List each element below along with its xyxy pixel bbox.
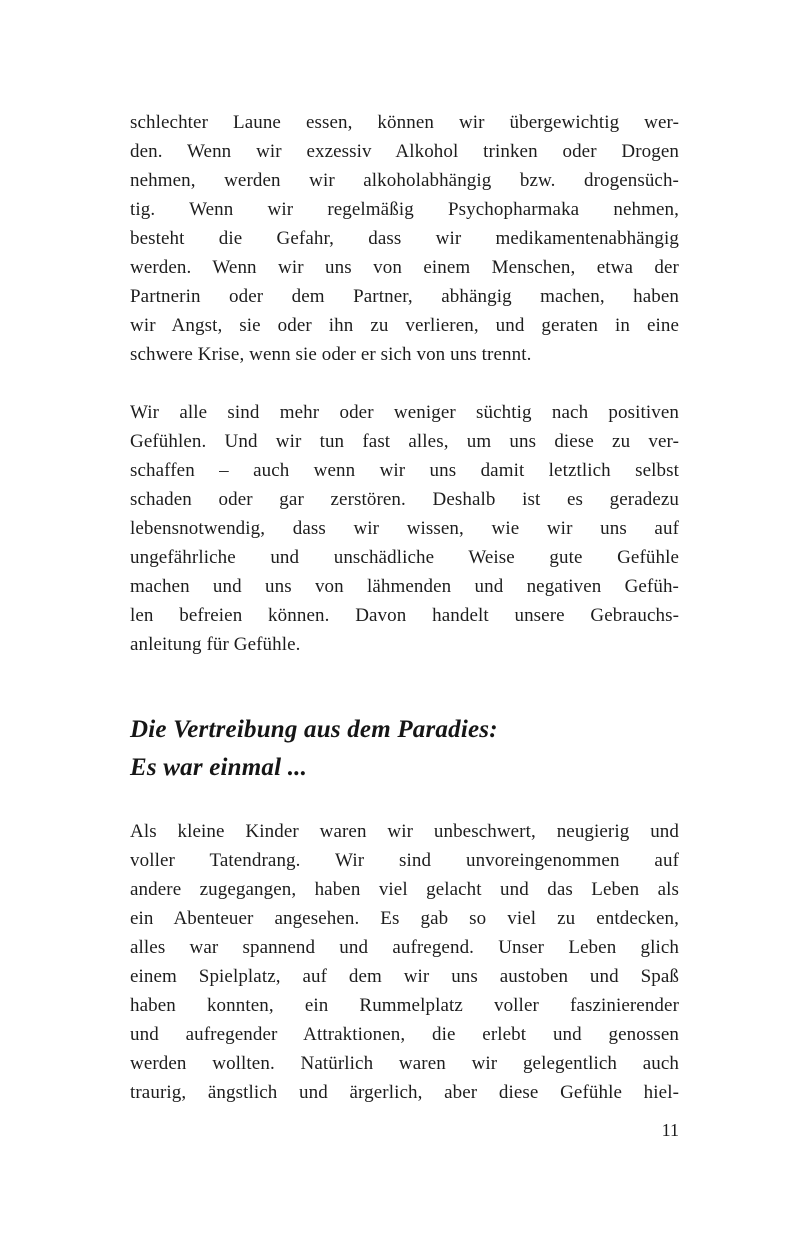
text-line: Als kleine Kinder waren wir unbeschwert, neugierig und [130, 821, 679, 842]
text-line: len befreien können. Davon handelt unsere Gebrauchs- [130, 605, 679, 626]
text-line: tig. Wenn wir regelmäßig Psychopharmaka nehmen, [130, 199, 679, 220]
text-line: werden. Wenn wir uns von einem Menschen, etwa der [130, 257, 679, 278]
text-line: haben konnten, ein Rummelplatz voller faszinierender [130, 995, 679, 1016]
text-line: machen und uns von lähmenden und negativen Gefüh- [130, 576, 679, 597]
paragraph-2 [130, 398, 679, 659]
paragraph-1 [130, 108, 679, 369]
text-line: schaffen – auch wenn wir uns damit letztlich selbst [130, 460, 679, 481]
text-line: einem Spielplatz, auf dem wir uns austoben und Spaß [130, 966, 679, 987]
text-line: ein Abenteuer angesehen. Es gab so viel zu entdecken, [130, 908, 679, 929]
section-heading-line-1: Die Vertreibung aus dem Paradies: [130, 716, 498, 743]
text-line: Partnerin oder dem Partner, abhängig machen, haben [130, 286, 679, 307]
text-line: und aufregender Attraktionen, die erlebt und genossen [130, 1024, 679, 1045]
text-line: schaden oder gar zerstören. Deshalb ist es geradezu [130, 489, 679, 510]
text-line: besteht die Gefahr, dass wir medikamentenabhängig [130, 228, 679, 249]
paragraph-3 [130, 817, 679, 1107]
text-line: werden wollten. Natürlich waren wir gelegentlich auch [130, 1053, 679, 1074]
text-line: wir Angst, sie oder ihn zu verlieren, und geraten in eine [130, 315, 679, 336]
section-heading-line-2: Es war einmal ... [130, 754, 308, 781]
text-line: nehmen, werden wir alkoholabhängig bzw. drogensüch- [130, 170, 679, 191]
text-line: traurig, ängstlich und ärgerlich, aber diese Gefühle hiel- [130, 1082, 679, 1103]
text-line: lebensnotwendig, dass wir wissen, wie wir uns auf [130, 518, 679, 539]
text-line: alles war spannend und aufregend. Unser Leben glich [130, 937, 679, 958]
text-line: voller Tatendrang. Wir sind unvoreingenommen auf [130, 850, 679, 871]
text-line: schlechter Laune essen, können wir übergewichtig wer- [130, 112, 679, 133]
text-line: den. Wenn wir exzessiv Alkohol trinken oder Drogen [130, 141, 679, 162]
page-number: 11 [661, 1120, 679, 1140]
text-line: Gefühlen. Und wir tun fast alles, um uns diese zu ver- [130, 431, 679, 452]
text-block [130, 108, 679, 1107]
section-heading [130, 711, 679, 787]
text-line: Wir alle sind mehr oder weniger süchtig nach positiven [130, 402, 679, 423]
text-line: anleitung für Gefühle. [130, 634, 301, 655]
text-line: andere zugegangen, haben viel gelacht und das Leben als [130, 879, 679, 900]
text-line: ungefährliche und unschädliche Weise gute Gefühle [130, 547, 679, 568]
text-line: schwere Krise, wenn sie oder er sich von uns trennt. [130, 344, 532, 365]
